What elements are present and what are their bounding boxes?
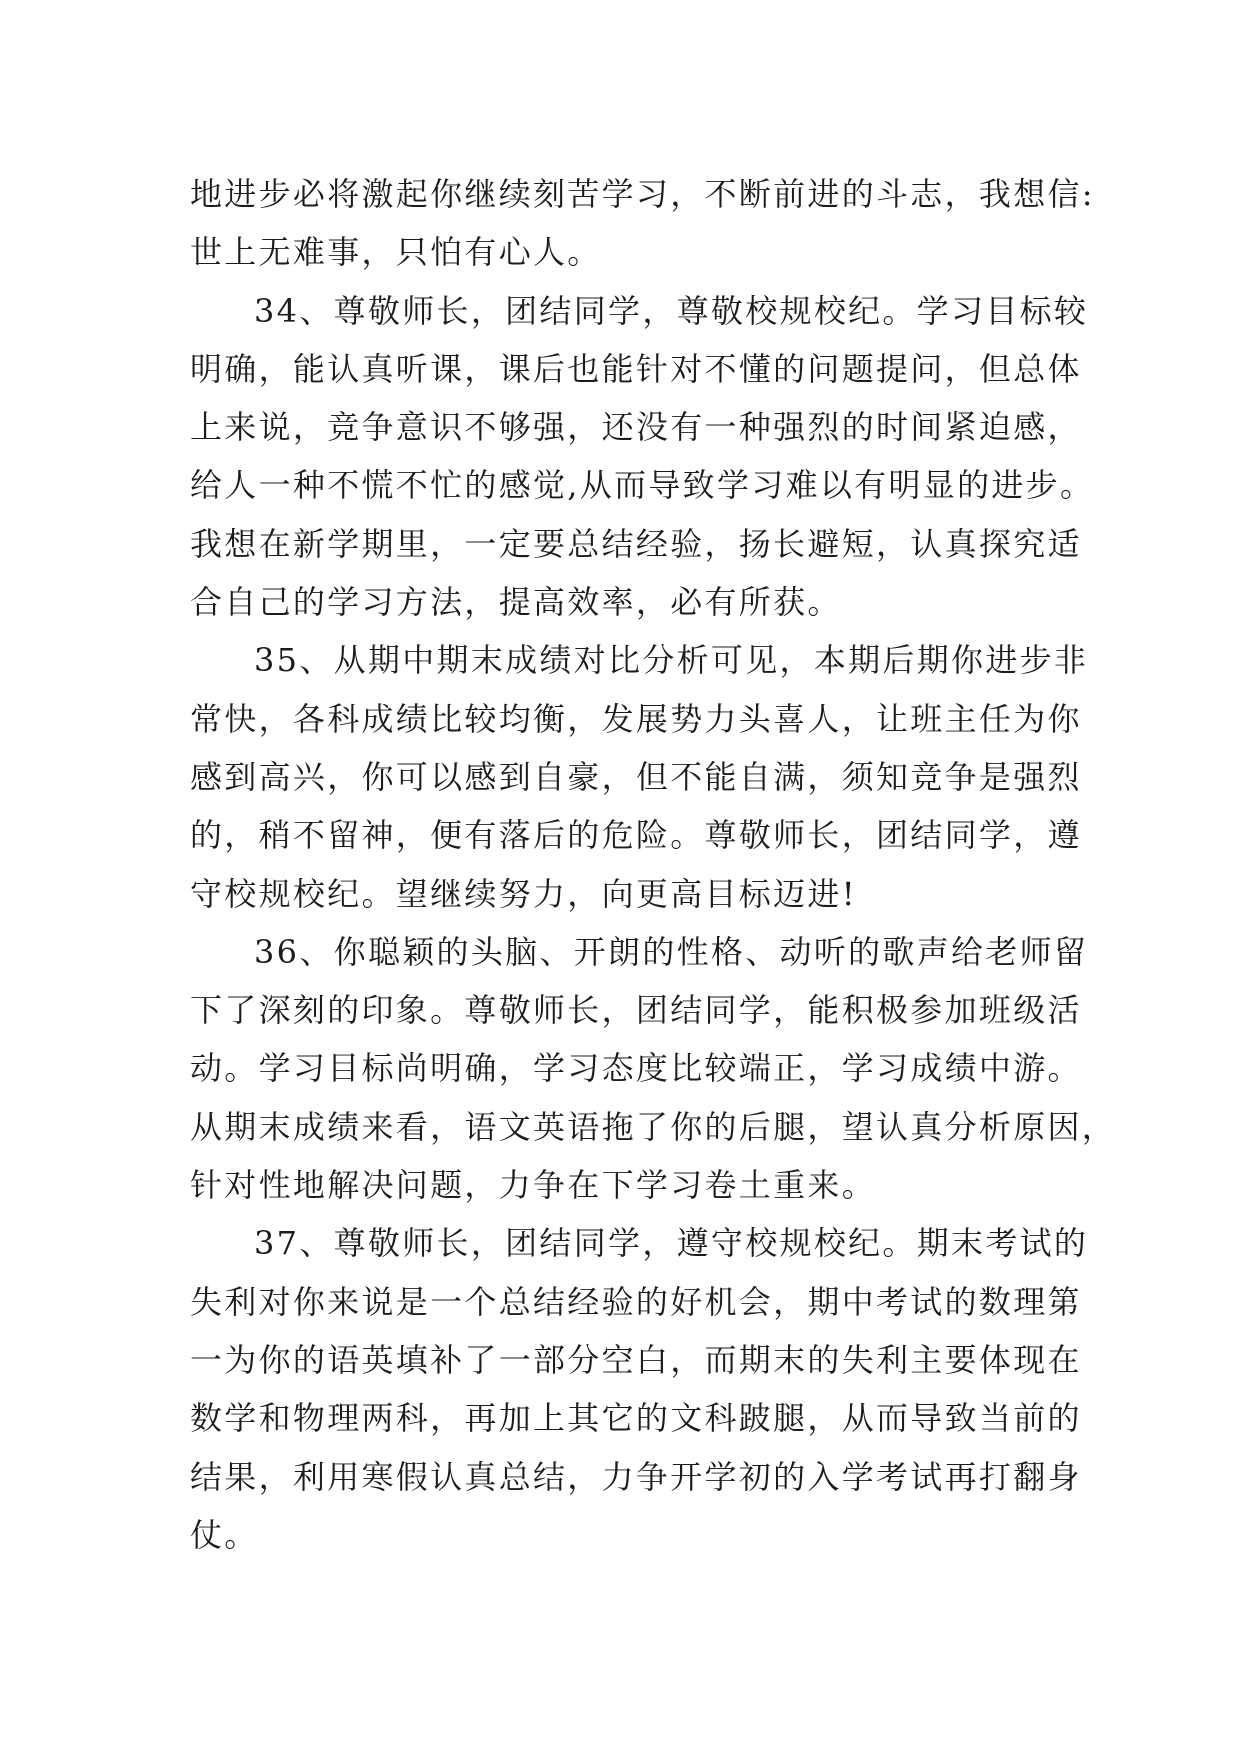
paragraph-first-line: 34、尊敬师长，团结同学，尊敬校规校纪。学习目标较 bbox=[254, 291, 1089, 330]
text-line: 常快，各科成绩比较均衡，发展势力头喜人，让班主任为你 bbox=[190, 699, 1082, 738]
text-line: 失利对你来说是一个总结经验的好机会，期中考试的数理第 bbox=[190, 1282, 1082, 1321]
text-line: 守校规校纪。望继续努力，向更高目标迈进! bbox=[190, 874, 857, 913]
text-line: 的，稍不留神，便有落后的危险。尊敬师长，团结同学，遵 bbox=[190, 816, 1082, 855]
text-line: 合自己的学习方法，提高效率，必有所获。 bbox=[190, 583, 842, 622]
text-line: 世上无难事，只怕有心人。 bbox=[190, 233, 602, 272]
document-body bbox=[190, 165, 1117, 1564]
text-line: 结果，利用寒假认真总结，力争开学初的入学考试再打翻身 bbox=[190, 1457, 1082, 1496]
text-line: 动。学习目标尚明确，学习态度比较端正，学习成绩中游。 bbox=[190, 1049, 1082, 1088]
text-line: 从期末成绩来看，语文英语拖了你的后腿，望认真分析原因， bbox=[190, 1107, 1117, 1146]
text-line: 给人一种不慌不忙的感觉,从而导致学习难以有明显的进步。 bbox=[190, 466, 1095, 505]
text-line: 明确，能认真听课，课后也能针对不懂的问题提问，但总体 bbox=[190, 349, 1082, 388]
text-line: 针对性地解决问题，力争在下学习卷土重来。 bbox=[190, 1166, 877, 1205]
text-line: 地进步必将激起你继续刻苦学习，不断前进的斗志，我想信: bbox=[190, 175, 1095, 213]
paragraph-first-line: 36、你聪颖的头脑、开朗的性格、动听的歌声给老师留 bbox=[254, 932, 1089, 971]
text-line: 上来说，竞争意识不够强，还没有一种强烈的时间紧迫感， bbox=[190, 408, 1082, 447]
text-line: 我想在新学期里，一定要总结经验，扬长避短，认真探究适 bbox=[190, 524, 1082, 563]
text-line: 仗。 bbox=[190, 1515, 259, 1554]
paragraph-first-line: 37、尊敬师长，团结同学，遵守校规校纪。期末考试的 bbox=[254, 1224, 1089, 1263]
text-line: 一为你的语英填补了一部分空白，而期末的失利主要体现在 bbox=[190, 1340, 1082, 1379]
text-line: 感到高兴，你可以感到自豪，但不能自满，须知竞争是强烈 bbox=[190, 757, 1082, 796]
text-line: 下了深刻的印象。尊敬师长，团结同学，能积极参加班级活 bbox=[190, 991, 1082, 1030]
paragraph-first-line: 35、从期中期末成绩对比分析可见，本期后期你进步非 bbox=[254, 641, 1089, 680]
text-line: 数学和物理两科，再加上其它的文科跛腿，从而导致当前的 bbox=[190, 1399, 1082, 1438]
